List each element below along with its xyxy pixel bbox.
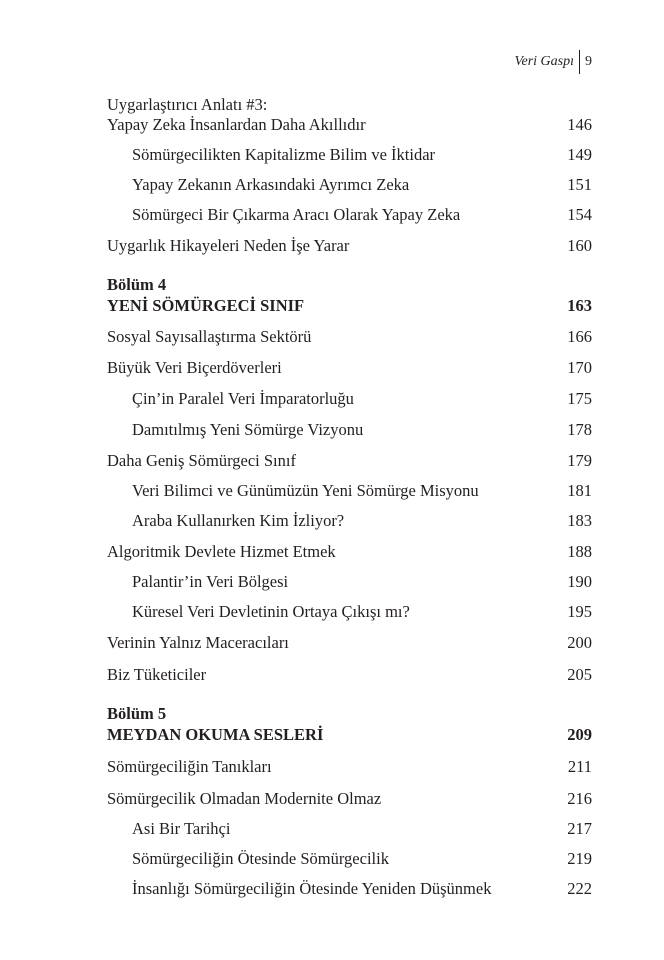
toc-subentry [107,602,592,622]
toc-subentry [107,205,592,225]
toc-entry [107,789,592,809]
toc-entry-title: Daha Geniş Sömürgeci Sınıf [107,451,296,470]
toc-entry-page: 163 [567,296,592,315]
toc-entry-page: 217 [567,819,592,838]
chapter-number: Bölüm 4 [107,275,167,294]
toc-entry-title: Çin’in Paralel Veri İmparatorluğu [132,389,354,408]
toc-entry-page: 209 [567,725,592,744]
toc-entry-title: Asi Bir Tarihçi [132,819,231,838]
toc-entry [107,95,592,115]
toc-entry [107,115,592,135]
toc-subentry [107,879,592,899]
toc-entry-page: 166 [567,327,592,346]
toc-entry-title: Sömürgecilikten Kapitalizme Bilim ve İktidar [132,145,436,164]
toc-entry-page: 154 [567,205,592,224]
toc-subentry [107,389,592,409]
toc-entry-title: Büyük Veri Biçerdöverleri [107,358,282,377]
chapter-title: YENİ SÖMÜRGECİ SINIF [107,296,305,315]
toc-entry [107,633,592,653]
toc-entry-page: 219 [567,849,592,868]
toc-entry-page: 190 [567,572,592,591]
toc-subentry [107,481,592,501]
toc-entry [107,757,592,777]
chapter-title-row [107,725,592,745]
toc-entry [107,542,592,562]
chapter-title-row [107,296,592,316]
toc-entry-title: Veri Bilimci ve Günümüzün Yeni Sömürge Misyonu [132,481,479,500]
toc-entry-page: 151 [567,175,592,194]
toc-entry-page: 178 [567,420,592,439]
toc-entry-title: Palantir’in Veri Bölgesi [132,572,289,591]
toc-entry-page: 179 [567,451,592,470]
toc-entry-page: 211 [567,757,592,776]
toc-entry-title: Yapay Zekanın Arkasındaki Ayrımcı Zeka [132,175,410,194]
toc-entry-title: Sömürgeciliğin Tanıkları [107,757,272,776]
toc-entry-title: Verinin Yalnız Maceracıları [107,633,289,652]
toc-entry-page: 188 [567,542,592,561]
toc-entry-title: Sömürgeci Bir Çıkarma Aracı Olarak Yapay Zeka [132,205,461,224]
toc-entry-page: 170 [567,358,592,377]
toc-entry-page: 183 [567,511,592,530]
toc-entry-title: Küresel Veri Devletinin Ortaya Çıkışı mı? [132,602,410,621]
running-head-title: Veri Gaspı [514,54,574,69]
toc-entry-page: 195 [567,602,592,621]
toc-subentry [107,849,592,869]
toc-entry-title: Araba Kullanırken Kim İzliyor? [132,511,345,530]
toc-entry-title: Uygarlaştırıcı Anlatı #3: [107,95,268,114]
toc-subentry [107,420,592,440]
toc-entry-title: Biz Tüketiciler [107,665,207,684]
toc-entry [107,451,592,471]
toc-entry [107,358,592,378]
toc-entry [107,236,592,256]
table-of-contents [107,0,592,960]
toc-entry-page: 146 [567,115,592,134]
chapter-title: MEYDAN OKUMA SESLERİ [107,725,324,744]
toc-subentry [107,572,592,592]
toc-subentry [107,175,592,195]
toc-subentry [107,819,592,839]
toc-subentry [107,511,592,531]
toc-entry-page: 222 [567,879,592,898]
toc-entry [107,327,592,347]
toc-entry [107,665,592,685]
toc-entry-page: 216 [567,789,592,808]
toc-entry-title: Damıtılmış Yeni Sömürge Vizyonu [132,420,364,439]
toc-entry-title: Sömürgecilik Olmadan Modernite Olmaz [107,789,382,808]
toc-entry-title: Yapay Zeka İnsanlardan Daha Akıllıdır [107,115,366,134]
toc-entry-page: 181 [567,481,592,500]
toc-entry-page: 200 [567,633,592,652]
toc-entry-title: Uygarlık Hikayeleri Neden İşe Yarar [107,236,350,255]
toc-subentry [107,145,592,165]
toc-entry-title: Sömürgeciliğin Ötesinde Sömürgecilik [132,849,389,868]
chapter-number: Bölüm 5 [107,704,167,723]
toc-entry-page: 149 [567,145,592,164]
toc-entry-page: 175 [567,389,592,408]
chapter-label [107,704,592,724]
page-number: 9 [585,54,592,69]
toc-entry-title: İnsanlığı Sömürgeciliğin Ötesinde Yeniden Düşünmek [132,879,492,898]
toc-entry-page: 205 [567,665,592,684]
toc-entry-page: 160 [567,236,592,255]
toc-entry-title: Sosyal Sayısallaştırma Sektörü [107,327,312,346]
chapter-label [107,275,592,295]
toc-entry-title: Algoritmik Devlete Hizmet Etmek [107,542,336,561]
